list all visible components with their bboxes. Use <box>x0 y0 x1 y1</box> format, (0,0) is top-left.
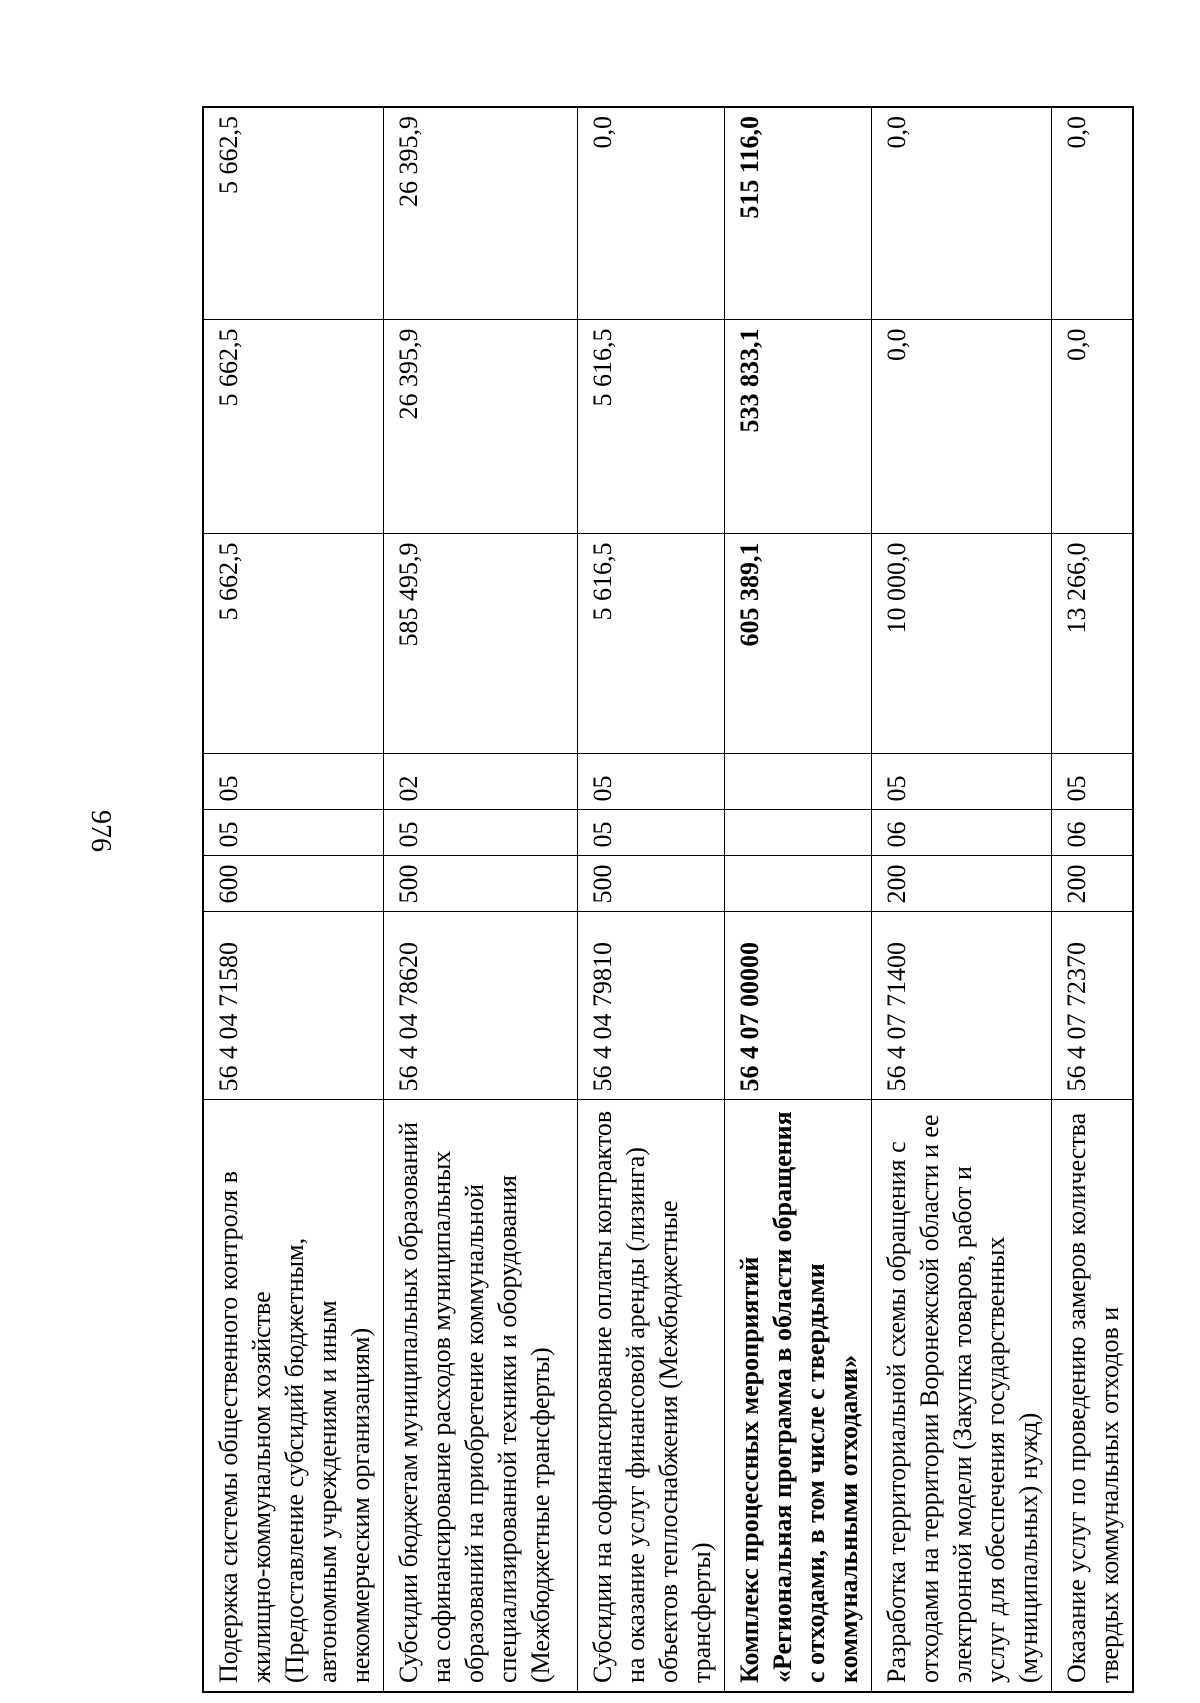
row-value-3: 0,0 <box>578 107 725 320</box>
row-pr: 05 <box>1052 754 1134 810</box>
row-vr: 200 <box>1052 856 1134 912</box>
row-vr: 600 <box>203 856 384 912</box>
row-value-2: 26 395,9 <box>384 320 578 534</box>
table-row <box>384 107 578 1692</box>
row-value-1: 10 000,0 <box>872 534 1052 754</box>
budget-table-container <box>202 108 1124 1693</box>
row-vr: 200 <box>872 856 1052 912</box>
row-name: Субсидии на софинансирование оплаты контрактов на оказание услуг финансовой аренды (лизинга) объектов теплоснабжения (Межбюджетные трансферты) <box>578 1100 725 1692</box>
row-value-1: 5 616,5 <box>578 534 725 754</box>
row-value-3: 0,0 <box>872 107 1052 320</box>
row-pr: 05 <box>203 754 384 810</box>
row-name: Подержка системы общественного контроля в жилищно-коммунальном хозяйстве (Предоставление субсидий бюджетным, автономным учреждениям и иным некоммерческим организациям) <box>203 1100 384 1692</box>
row-code: 56 4 04 79810 <box>578 912 725 1100</box>
row-code: 56 4 07 00000 <box>725 912 872 1100</box>
row-value-2: 5 662,5 <box>203 320 384 534</box>
row-value-1: 605 389,1 <box>725 534 872 754</box>
row-name: Комплекс процессных мероприятий «Региональная программа в области обращения с отходами, в том числе с твердыми коммунальными отходами» <box>725 1100 872 1692</box>
row-vr: 500 <box>578 856 725 912</box>
row-name: Разработка территориальной схемы обращения с отходами на территории Воронежской области и ее электронной модели (Закупка товаров, работ и услуг для обеспечения государственных (муниципальных) нужд) <box>872 1100 1052 1692</box>
row-name: Субсидии бюджетам муниципальных образований на софинансирование расходов муниципальных образований на приобретение коммунальной специализированной техники и оборудования (Межбюджетные трансферты) <box>384 1100 578 1692</box>
table-row <box>1052 107 1134 1692</box>
table-row <box>578 107 725 1692</box>
table-row-section <box>725 107 872 1692</box>
page-number: 976 <box>85 810 116 852</box>
row-value-2: 533 833,1 <box>725 320 872 534</box>
row-code: 56 4 07 71400 <box>872 912 1052 1100</box>
row-value-2: 0,0 <box>872 320 1052 534</box>
row-rz: 06 <box>872 810 1052 856</box>
row-vr <box>725 856 872 912</box>
row-pr: 05 <box>578 754 725 810</box>
row-value-1: 13 266,0 <box>1052 534 1134 754</box>
row-code: 56 4 04 78620 <box>384 912 578 1100</box>
row-rz: 06 <box>1052 810 1134 856</box>
row-code: 56 4 04 71580 <box>203 912 384 1100</box>
row-pr: 02 <box>384 754 578 810</box>
row-value-1: 585 495,9 <box>384 534 578 754</box>
row-value-2: 0,0 <box>1052 320 1134 534</box>
row-pr <box>725 754 872 810</box>
table-row <box>872 107 1052 1692</box>
row-rz: 05 <box>203 810 384 856</box>
row-value-3: 5 662,5 <box>203 107 384 320</box>
row-value-3: 515 116,0 <box>725 107 872 320</box>
row-rz: 05 <box>578 810 725 856</box>
row-code: 56 4 07 72370 <box>1052 912 1134 1100</box>
row-rz: 05 <box>384 810 578 856</box>
row-rz <box>725 810 872 856</box>
table-row <box>203 107 384 1692</box>
row-value-3: 0,0 <box>1052 107 1134 320</box>
row-name: Оказание услуг по проведению замеров количества твердых коммунальных отходов и <box>1052 1100 1134 1692</box>
row-pr: 05 <box>872 754 1052 810</box>
budget-table <box>202 106 1134 1693</box>
row-value-3: 26 395,9 <box>384 107 578 320</box>
row-value-2: 5 616,5 <box>578 320 725 534</box>
row-vr: 500 <box>384 856 578 912</box>
row-value-1: 5 662,5 <box>203 534 384 754</box>
